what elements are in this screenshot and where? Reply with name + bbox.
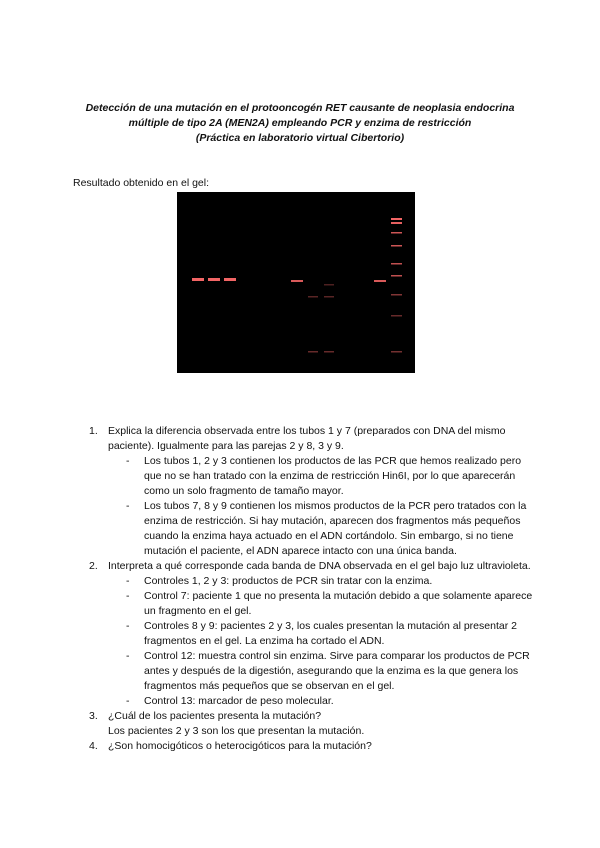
answer-text: Los pacientes 2 y 3 son los que presentan la mutación. (108, 725, 365, 737)
answer-text: Los tubos 7, 8 y 9 contienen los mismos productos de la PCR pero tratados con la enzima de restricción. Si hay mutación, aparecen dos fragmentos más pequeños cuando la enzima haya actuado en el ADN cortándolo. Sin embargo, si no tiene mutación el paciente, el ADN aparece intacto con una única banda. (144, 500, 527, 557)
question-text: Explica la diferencia observada entre los tubos 1 y 7 (preparados con DNA del mismo paciente). Igualmente para las parejas 2 y 8, 3 y 9. (108, 425, 506, 452)
band-lane-8-upper (308, 296, 318, 298)
question-4 (73, 739, 533, 754)
question-2 (73, 559, 533, 709)
answer-text: Control 7: paciente 1 que no presenta la mutación debido a que solamente aparece un fragmento en el gel. (144, 590, 533, 617)
ladder-band-5 (391, 263, 402, 265)
answer-text: Controles 1, 2 y 3: productos de PCR sin tratar con la enzima. (144, 575, 433, 587)
question-number: 4. (89, 740, 98, 752)
band-lane-9-upper (324, 296, 334, 298)
ladder-band-8 (391, 315, 402, 317)
band-lane-9-lower (324, 351, 334, 353)
answer-text: Control 13: marcador de peso molecular. (144, 695, 334, 707)
answer-item: - Control 12: muestra control sin enzima. Sirve para comparar los productos de PCR antes y después de la digestión, asegurando que la enzima es la que genera los fragmentos más pequeños que se observan en el gel. (126, 650, 530, 692)
title-line-1: Detección de una mutación en el protooncogén RET causante de neoplasia endocrina (85, 102, 515, 114)
answer-item: - Control 7: paciente 1 que no presenta la mutación debido a que solamente aparece un fragmento en el gel. (126, 590, 533, 617)
answer-item: - Los tubos 1, 2 y 3 contienen los productos de las PCR que hemos realizado pero que no se han tratado con la enzima de restricción Hin6I, por lo que aparecerán como un solo fragmento de tamaño mayor. (126, 455, 522, 497)
question-number: 1. (89, 425, 98, 437)
band-lane-2 (208, 278, 220, 281)
ladder-band-1 (391, 218, 402, 220)
title-line-3: (Práctica en laboratorio virtual Cibertorio) (195, 132, 405, 144)
answer-text: Controles 8 y 9: pacientes 2 y 3, los cuales presentan la mutación al presentar 2 fragmentos en el gel. La enzima ha cortado el ADN. (144, 620, 517, 647)
answer-item: - Controles 1, 2 y 3: productos de PCR sin tratar con la enzima. (126, 575, 433, 587)
gel-image (177, 192, 415, 373)
ladder-band-2 (391, 222, 402, 224)
band-lane-9-mid (324, 284, 334, 286)
answer-item: - Control 13: marcador de peso molecular. (126, 695, 334, 707)
ladder-band-9 (391, 351, 402, 353)
title-line-2: múltiple de tipo 2A (MEN2A) empleando PCR y enzima de restricción (128, 117, 472, 129)
answer-list (108, 574, 533, 709)
answer-list (108, 454, 533, 559)
answer-item: - Controles 8 y 9: pacientes 2 y 3, los cuales presentan la mutación al presentar 2 fragmentos en el gel. La enzima ha cortado el ADN. (126, 620, 517, 647)
ladder-band-4 (391, 245, 402, 247)
band-lane-1 (192, 278, 204, 281)
answer-text: Control 12: muestra control sin enzima. Sirve para comparar los productos de PCR antes y después de la digestión, asegurando que la enzima es la que genera los fragmentos más pequeños que se observan en el gel. (144, 650, 530, 692)
band-lane-8-lower (308, 351, 318, 353)
answer-text: Los tubos 1, 2 y 3 contienen los productos de las PCR que hemos realizado pero que no se han tratado con la enzima de restricción Hin6I, por lo que aparecerán como un solo fragmento de tamaño mayor. (144, 455, 522, 497)
question-number: 3. (89, 710, 98, 722)
document-title (40, 101, 560, 146)
question-text: ¿Cuál de los pacientes presenta la mutación? (108, 710, 322, 722)
band-lane-3 (224, 278, 236, 281)
question-list (73, 424, 533, 754)
gel-intro-text: Resultado obtenido en el gel: (73, 177, 210, 189)
ladder-band-6 (391, 275, 402, 277)
gel-bands (177, 192, 415, 373)
answer-item: - Los tubos 7, 8 y 9 contienen los mismos productos de la PCR pero tratados con la enzima de restricción. Si hay mutación, aparecen dos fragmentos más pequeños cuando la enzima haya actuado en el ADN cortándolo. Sin embargo, si no tiene mutación el paciente, el ADN aparece intacto con una única banda. (126, 500, 527, 557)
question-text: ¿Son homocigóticos o heterocigóticos para la mutación? (108, 740, 372, 752)
ladder-band-7 (391, 294, 402, 296)
band-lane-12 (374, 280, 386, 282)
question-text: Interpreta a qué corresponde cada banda de DNA observada en el gel bajo luz ultravioleta. (108, 560, 531, 572)
ladder-band-3 (391, 232, 402, 234)
question-number: 2. (89, 560, 98, 572)
question-1 (73, 424, 533, 559)
band-lane-7 (291, 280, 303, 282)
question-3 (73, 709, 533, 739)
